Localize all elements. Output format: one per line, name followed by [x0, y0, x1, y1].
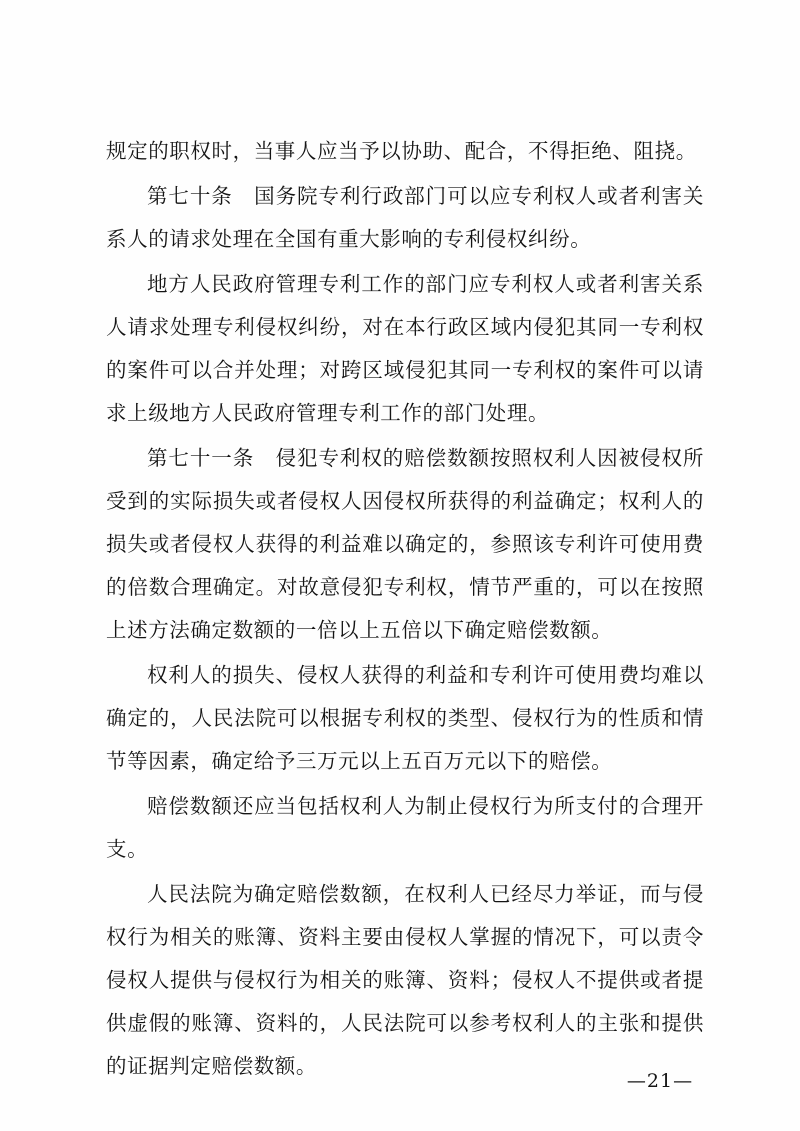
paragraph: 赔偿数额还应当包括权利人为制止侵权行为所支付的合理开支。	[106, 794, 704, 861]
document-body	[106, 130, 704, 1090]
paragraph: 规定的职权时，当事人应当予以协助、配合，不得拒绝、阻挠。	[106, 139, 697, 163]
paragraph: 人民法院为确定赔偿数额，在权利人已经尽力举证，而与侵权行为相关的账簿、资料主要由侵权人掌握的情况下，可以责令侵权人提供与侵权行为相关的账簿、资料；侵权人不提供或者提供虚假的账簿、资料的，人民法院可以参考权利人的主张和提供的证据判定赔偿数额。	[106, 882, 704, 1078]
paragraph-article-71: 第七十一条 侵犯专利权的赔偿数额按照权利人因被侵权所受到的实际损失或者侵权人因侵权所获得的利益确定；权利人的损失或者侵权人获得的利益难以确定的，参照该专利许可使用费的倍数合理确定。对故意侵犯专利权，情节严重的，可以在按照上述方法确定数额的一倍以上五倍以下确定赔偿数额。	[106, 446, 704, 642]
paragraph: 权利人的损失、侵权人获得的利益和专利许可使用费均难以确定的，人民法院可以根据专利权的类型、侵权行为的性质和情节等因素，确定给予三万元以上五百万元以下的赔偿。	[106, 663, 704, 773]
page-footer	[0, 1070, 800, 1092]
paragraph-article-70: 第七十条 国务院专利行政部门可以应专利权人或者利害关系人的请求处理在全国有重大影响的专利侵权纠纷。	[106, 184, 704, 251]
paragraph: 地方人民政府管理专利工作的部门应专利权人或者利害关系人请求处理专利侵权纠纷，对在本行政区域内侵犯其同一专利权的案件可以合并处理；对跨区域侵犯其同一专利权的案件可以请求上级地方人民政府管理专利工作的部门处理。	[106, 272, 704, 425]
page-number: —21—	[626, 1070, 694, 1092]
